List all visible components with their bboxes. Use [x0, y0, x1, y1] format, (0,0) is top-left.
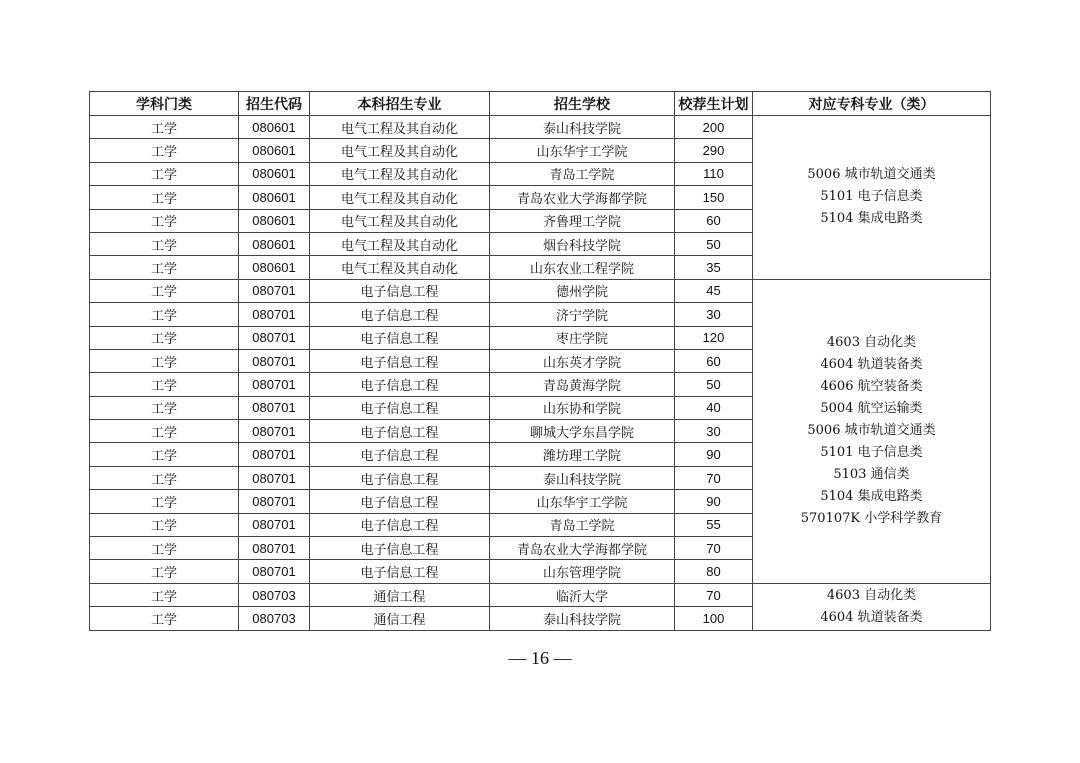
code-cell: 080601	[239, 256, 310, 279]
school-cell: 泰山科技学院	[490, 607, 675, 630]
school-cell: 山东协和学院	[490, 396, 675, 419]
major-cell: 电子信息工程	[310, 396, 490, 419]
code-cell: 080701	[239, 490, 310, 513]
corresponding-major-item: 4606 航空装备类	[820, 379, 923, 395]
corresponding-major-item: 4604 轨道装备类	[820, 609, 923, 625]
corresponding-major-item: 5104 集成电路类	[820, 211, 923, 227]
school-cell: 泰山科技学院	[490, 116, 675, 139]
school-cell: 山东农业工程学院	[490, 256, 675, 279]
school-cell: 枣庄学院	[490, 326, 675, 349]
discipline-cell: 工学	[90, 256, 239, 279]
code-cell: 080701	[239, 513, 310, 536]
school-cell: 德州学院	[490, 279, 675, 302]
corresponding-major-item: 4604 轨道装备类	[820, 357, 923, 373]
school-cell: 青岛工学院	[490, 513, 675, 536]
header-plan: 校荐生计划	[675, 92, 753, 116]
table-row	[90, 116, 991, 139]
header-corresponding-majors: 对应专科专业（类）	[753, 92, 991, 116]
corresponding-majors-cell	[753, 279, 991, 583]
corresponding-major-item: 4603 自动化类	[826, 587, 917, 603]
school-cell: 泰山科技学院	[490, 466, 675, 489]
code-cell: 080701	[239, 396, 310, 419]
code-cell: 080601	[239, 186, 310, 209]
major-cell: 通信工程	[310, 583, 490, 606]
code-cell: 080701	[239, 420, 310, 443]
plan-cell: 70	[675, 583, 753, 606]
discipline-cell: 工学	[90, 466, 239, 489]
plan-cell: 30	[675, 420, 753, 443]
discipline-cell: 工学	[90, 607, 239, 630]
plan-cell: 55	[675, 513, 753, 536]
discipline-cell: 工学	[90, 279, 239, 302]
corresponding-majors-cell	[753, 116, 991, 280]
major-cell: 电气工程及其自动化	[310, 186, 490, 209]
code-cell: 080701	[239, 279, 310, 302]
discipline-cell: 工学	[90, 139, 239, 162]
discipline-cell: 工学	[90, 583, 239, 606]
discipline-cell: 工学	[90, 116, 239, 139]
corresponding-major-item: 5006 城市轨道交通类	[807, 167, 936, 183]
plan-cell: 70	[675, 537, 753, 560]
corresponding-major-item: 5101 电子信息类	[820, 445, 923, 461]
major-cell: 电气工程及其自动化	[310, 209, 490, 232]
major-cell: 电子信息工程	[310, 466, 490, 489]
code-cell: 080701	[239, 326, 310, 349]
discipline-cell: 工学	[90, 443, 239, 466]
major-cell: 电子信息工程	[310, 279, 490, 302]
code-cell: 080701	[239, 443, 310, 466]
school-cell: 山东管理学院	[490, 560, 675, 583]
school-cell: 青岛农业大学海都学院	[490, 186, 675, 209]
plan-cell: 45	[675, 279, 753, 302]
code-cell: 080701	[239, 560, 310, 583]
school-cell: 齐鲁理工学院	[490, 209, 675, 232]
plan-cell: 30	[675, 303, 753, 326]
enrollment-plan-table	[89, 91, 991, 631]
major-cell: 电子信息工程	[310, 303, 490, 326]
plan-cell: 80	[675, 560, 753, 583]
school-cell: 烟台科技学院	[490, 232, 675, 255]
school-cell: 青岛农业大学海都学院	[490, 537, 675, 560]
corresponding-major-item: 5104 集成电路类	[820, 489, 923, 505]
discipline-cell: 工学	[90, 349, 239, 372]
plan-cell: 120	[675, 326, 753, 349]
discipline-cell: 工学	[90, 373, 239, 396]
school-cell: 临沂大学	[490, 583, 675, 606]
code-cell: 080601	[239, 139, 310, 162]
header-code: 招生代码	[239, 92, 310, 116]
table-row	[90, 583, 991, 606]
school-cell: 济宁学院	[490, 303, 675, 326]
plan-cell: 60	[675, 349, 753, 372]
major-cell: 电子信息工程	[310, 513, 490, 536]
discipline-cell: 工学	[90, 209, 239, 232]
major-cell: 电气工程及其自动化	[310, 232, 490, 255]
header-row	[90, 92, 991, 116]
header-discipline: 学科门类	[90, 92, 239, 116]
plan-cell: 50	[675, 373, 753, 396]
plan-cell: 50	[675, 232, 753, 255]
major-cell: 电子信息工程	[310, 560, 490, 583]
code-cell: 080701	[239, 537, 310, 560]
page-number: — 16 —	[508, 648, 572, 668]
discipline-cell: 工学	[90, 420, 239, 443]
plan-cell: 150	[675, 186, 753, 209]
code-cell: 080701	[239, 373, 310, 396]
code-cell: 080601	[239, 116, 310, 139]
school-cell: 聊城大学东昌学院	[490, 420, 675, 443]
major-cell: 电气工程及其自动化	[310, 256, 490, 279]
plan-cell: 110	[675, 162, 753, 185]
corresponding-major-item: 5103 通信类	[833, 467, 910, 483]
school-cell: 青岛黄海学院	[490, 373, 675, 396]
plan-cell: 290	[675, 139, 753, 162]
discipline-cell: 工学	[90, 326, 239, 349]
major-cell: 电子信息工程	[310, 326, 490, 349]
code-cell: 080601	[239, 162, 310, 185]
discipline-cell: 工学	[90, 560, 239, 583]
discipline-cell: 工学	[90, 186, 239, 209]
school-cell: 山东英才学院	[490, 349, 675, 372]
corresponding-majors-cell	[753, 583, 991, 630]
discipline-cell: 工学	[90, 513, 239, 536]
school-cell: 山东华宇工学院	[490, 490, 675, 513]
discipline-cell: 工学	[90, 303, 239, 326]
major-cell: 电气工程及其自动化	[310, 162, 490, 185]
major-cell: 电子信息工程	[310, 490, 490, 513]
major-cell: 通信工程	[310, 607, 490, 630]
school-cell: 山东华宇工学院	[490, 139, 675, 162]
code-cell: 080601	[239, 232, 310, 255]
table-row	[90, 279, 991, 302]
header-major: 本科招生专业	[310, 92, 490, 116]
major-cell: 电子信息工程	[310, 373, 490, 396]
corresponding-major-item: 570107K 小学科学教育	[800, 511, 943, 527]
major-cell: 电气工程及其自动化	[310, 116, 490, 139]
major-cell: 电气工程及其自动化	[310, 139, 490, 162]
plan-cell: 70	[675, 466, 753, 489]
header-school: 招生学校	[490, 92, 675, 116]
plan-cell: 60	[675, 209, 753, 232]
major-cell: 电子信息工程	[310, 443, 490, 466]
code-cell: 080701	[239, 303, 310, 326]
corresponding-major-item: 5006 城市轨道交通类	[807, 423, 936, 439]
plan-cell: 35	[675, 256, 753, 279]
code-cell: 080701	[239, 349, 310, 372]
code-cell: 080703	[239, 583, 310, 606]
plan-cell: 100	[675, 607, 753, 630]
table-body	[90, 116, 991, 631]
code-cell: 080703	[239, 607, 310, 630]
discipline-cell: 工学	[90, 537, 239, 560]
major-cell: 电子信息工程	[310, 537, 490, 560]
plan-cell: 40	[675, 396, 753, 419]
plan-cell: 90	[675, 443, 753, 466]
discipline-cell: 工学	[90, 162, 239, 185]
discipline-cell: 工学	[90, 490, 239, 513]
corresponding-major-item: 5004 航空运输类	[820, 401, 923, 417]
plan-cell: 200	[675, 116, 753, 139]
corresponding-major-item: 5101 电子信息类	[820, 189, 923, 205]
school-cell: 潍坊理工学院	[490, 443, 675, 466]
school-cell: 青岛工学院	[490, 162, 675, 185]
code-cell: 080701	[239, 466, 310, 489]
major-cell: 电子信息工程	[310, 420, 490, 443]
discipline-cell: 工学	[90, 232, 239, 255]
corresponding-major-item: 4603 自动化类	[826, 335, 917, 351]
major-cell: 电子信息工程	[310, 349, 490, 372]
plan-cell: 90	[675, 490, 753, 513]
discipline-cell: 工学	[90, 396, 239, 419]
code-cell: 080601	[239, 209, 310, 232]
